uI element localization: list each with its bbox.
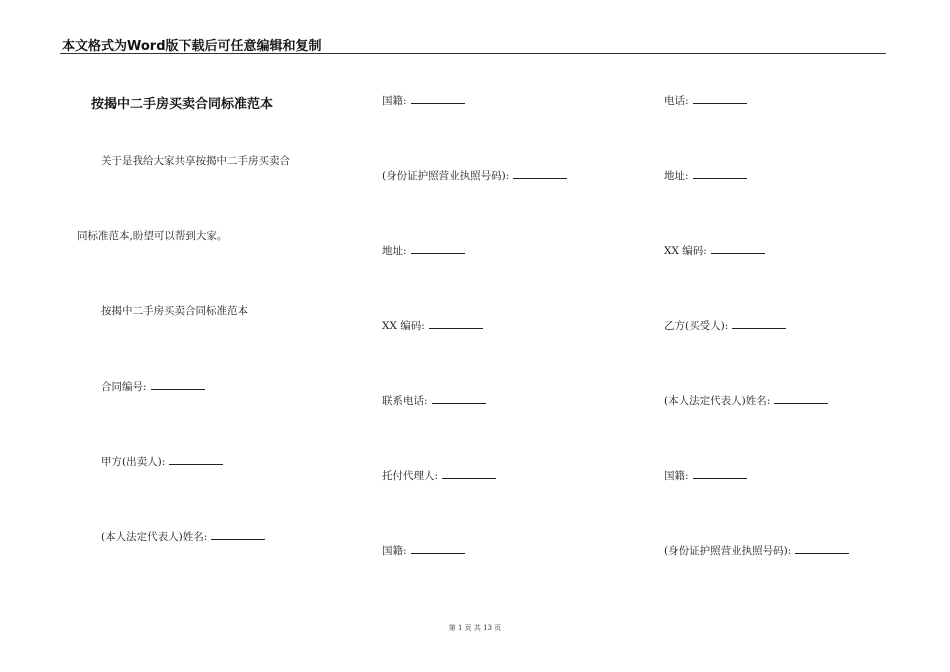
party-a-field	[101, 454, 223, 469]
address-blank	[411, 243, 465, 254]
party-b-id-number-label: (身份证护照营业执照号码):	[664, 545, 792, 557]
party-a-legal-rep-field	[101, 529, 265, 544]
document-header: 本文格式为Word版下载后可任意编辑和复制	[62, 39, 322, 54]
contract-number-blank	[151, 379, 205, 390]
agent-label: 托付代理人:	[382, 470, 439, 482]
contact-phone-field	[382, 393, 486, 408]
agent-field	[382, 468, 496, 483]
address-blank-2	[693, 168, 747, 179]
party-b-label: 乙方(买受人):	[664, 320, 729, 332]
agent-nationality-label: 国籍:	[382, 545, 407, 557]
intro-line-1: 关于是我给大家共享按揭中二手房买卖合	[101, 155, 290, 167]
party-a-legal-rep-blank	[211, 529, 265, 540]
document-title: 按揭中二手房买卖合同标准范本	[91, 97, 274, 112]
contract-number-field	[101, 379, 205, 394]
nationality-label: 国籍:	[382, 95, 407, 107]
header-divider	[60, 53, 886, 54]
phone-blank	[693, 93, 747, 104]
party-b-nationality-label: 国籍:	[664, 470, 689, 482]
contact-phone-blank	[432, 393, 486, 404]
party-b-id-number-blank	[795, 543, 849, 554]
party-b-id-number-field	[664, 543, 849, 558]
contract-number-label: 合同编号:	[101, 381, 147, 393]
postcode-field-2	[664, 243, 765, 258]
party-a-label: 甲方(出卖人):	[101, 456, 166, 468]
nationality-field	[382, 93, 465, 108]
agent-nationality-field	[382, 543, 465, 558]
address-label-2: 地址:	[664, 170, 689, 182]
section-subtitle: 按揭中二手房买卖合同标准范本	[101, 305, 248, 317]
address-field	[382, 243, 465, 258]
nationality-blank	[411, 93, 465, 104]
party-b-blank	[732, 318, 786, 329]
id-number-field	[382, 168, 567, 183]
party-b-legal-rep-field	[664, 393, 828, 408]
postcode-blank	[429, 318, 483, 329]
agent-blank	[442, 468, 496, 479]
party-b-legal-rep-label: (本人法定代表人)姓名:	[664, 395, 771, 407]
address-label: 地址:	[382, 245, 407, 257]
party-b-nationality-field	[664, 468, 747, 483]
party-b-legal-rep-blank	[774, 393, 828, 404]
party-a-legal-rep-label: (本人法定代表人)姓名:	[101, 531, 208, 543]
party-b-field	[664, 318, 786, 333]
phone-field	[664, 93, 747, 108]
postcode-blank-2	[711, 243, 765, 254]
contact-phone-label: 联系电话:	[382, 395, 428, 407]
party-a-blank	[169, 454, 223, 465]
id-number-label: (身份证护照营业执照号码):	[382, 170, 510, 182]
party-b-nationality-blank	[693, 468, 747, 479]
agent-nationality-blank	[411, 543, 465, 554]
address-field-2	[664, 168, 747, 183]
postcode-label-2: XX 编码:	[664, 245, 707, 257]
postcode-field	[382, 318, 483, 333]
phone-label: 电话:	[664, 95, 689, 107]
postcode-label: XX 编码:	[382, 320, 425, 332]
intro-line-2: 同标准范本,盼望可以帮到大家。	[77, 230, 228, 242]
id-number-blank	[513, 168, 567, 179]
page-number: 第 1 页 共 13 页	[448, 624, 502, 632]
